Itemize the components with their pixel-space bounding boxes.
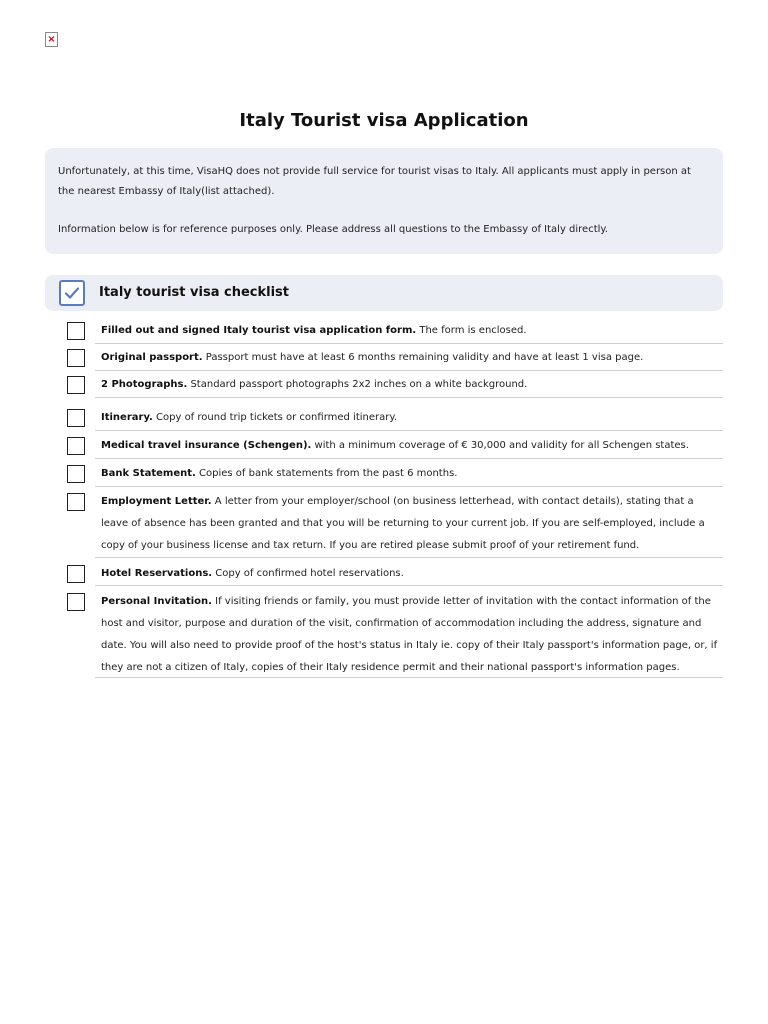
checklist-title: Italy tourist visa checklist xyxy=(99,285,289,300)
checklist-header xyxy=(45,275,723,311)
item-label: Original passport. xyxy=(101,352,203,363)
checkbox[interactable] xyxy=(67,376,85,394)
item-label: Medical travel insurance (Schengen). xyxy=(101,440,312,451)
divider xyxy=(95,486,723,487)
item-detail: Passport must have at least 6 months remaining validity and have at least 1 visa page. xyxy=(202,352,644,363)
page-title: Italy Tourist visa Application xyxy=(239,110,529,131)
item-detail: The form is enclosed. xyxy=(416,325,527,336)
item-label: Personal Invitation. xyxy=(101,596,212,607)
item-detail: Standard passport photographs 2x2 inches on a white background. xyxy=(187,379,528,390)
item-detail: If visiting friends or family, you must provide letter of invitation with the contact information of the host and visitor, purpose and duration of the visit, confirmation of accommodation including the address, signature and date. You will also need to provide proof of the host's status in Italy ie. copy of their Italy passport's information page, or, if they are not a citizen of Italy, copies of their Italy residence permit and their national passport's information pages. xyxy=(101,596,718,673)
notice-text-1: Unfortunately, at this time, VisaHQ does not provide full service for tourist visas to Italy. All applicants must apply in person at the nearest Embassy of Italy(list attached). xyxy=(58,166,691,197)
checkbox[interactable] xyxy=(67,565,85,583)
divider xyxy=(95,430,723,431)
checkbox[interactable] xyxy=(67,465,85,483)
divider xyxy=(95,557,723,558)
broken-image-icon: × xyxy=(45,32,58,47)
item-label: 2 Photographs. xyxy=(101,379,188,390)
item-label: Employment Letter. xyxy=(101,496,212,507)
notice-text-2: Information below is for reference purposes only. Please address all questions to the Embassy of Italy directly. xyxy=(58,224,609,235)
checkbox[interactable] xyxy=(67,493,85,511)
divider xyxy=(95,343,723,344)
divider xyxy=(95,677,723,678)
item-label: Filled out and signed Italy tourist visa application form. xyxy=(101,325,417,336)
item-label: Hotel Reservations. xyxy=(101,568,213,579)
item-detail: Copy of confirmed hotel reservations. xyxy=(212,568,404,579)
item-label: Bank Statement. xyxy=(101,468,196,479)
item-label: Itinerary. xyxy=(101,412,153,423)
notice-panel xyxy=(45,148,723,254)
divider xyxy=(95,370,723,371)
checkbox[interactable] xyxy=(67,322,85,340)
item-detail: Copy of round trip tickets or confirmed itinerary. xyxy=(152,412,398,423)
checkbox[interactable] xyxy=(67,437,85,455)
checkbox[interactable] xyxy=(67,593,85,611)
checkbox[interactable] xyxy=(67,349,85,367)
item-detail: Copies of bank statements from the past 6 months. xyxy=(195,468,458,479)
divider xyxy=(95,585,723,586)
checkmark-icon xyxy=(59,280,85,306)
divider xyxy=(95,458,723,459)
checkbox[interactable] xyxy=(67,409,85,427)
item-detail: A letter from your employer/school (on business letterhead, with contact details), stating that a leave of absence has been granted and that you will be returning to your current job. If you are self-employed, include a copy of your business license and tax return. If you are retired please submit proof of your retirement fund. xyxy=(101,496,705,551)
item-detail: with a minimum coverage of € 30,000 and validity for all Schengen states. xyxy=(311,440,689,451)
divider xyxy=(95,397,723,398)
